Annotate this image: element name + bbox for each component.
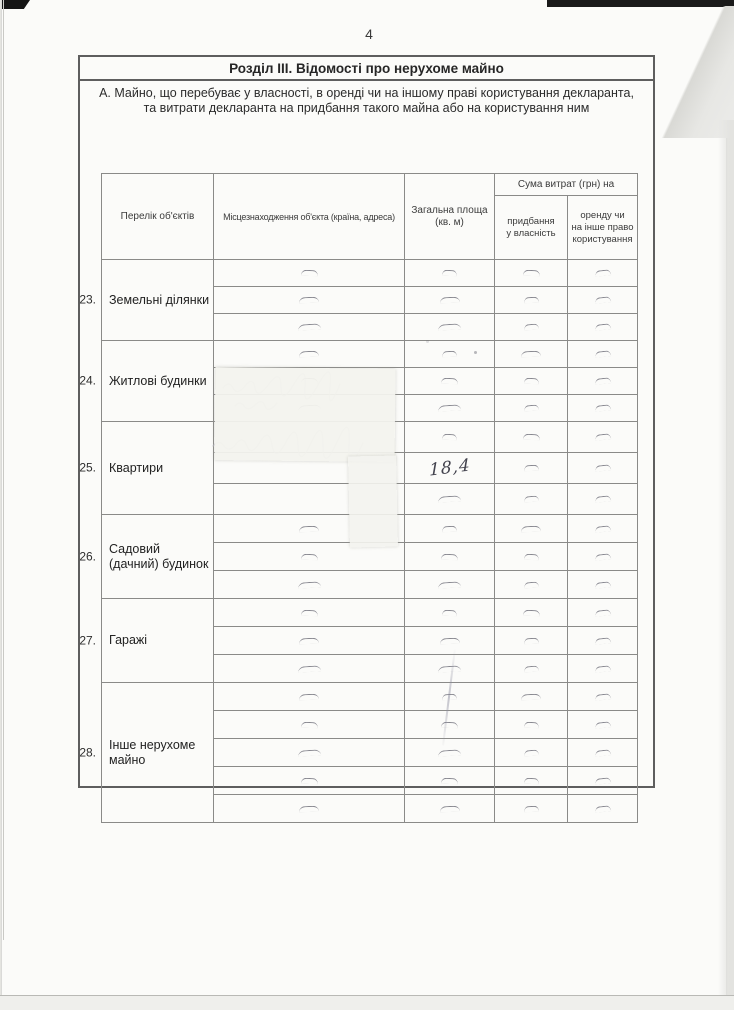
- handwritten-dash: [300, 777, 317, 784]
- category-label: Житлові будинки: [109, 373, 207, 388]
- entry-cell: [405, 571, 495, 599]
- entry-cell: [495, 767, 568, 795]
- entry-cell: [495, 571, 568, 599]
- entry-cell: [214, 314, 405, 341]
- handwritten-dash: [442, 525, 457, 532]
- entry-cell: [495, 368, 568, 395]
- entry-cell: [405, 260, 495, 287]
- entry-cell: [568, 453, 638, 484]
- handwritten-dash: [522, 609, 539, 616]
- handwritten-dash: [299, 525, 319, 532]
- handwritten-dash: [522, 270, 539, 277]
- handwritten-dash: [297, 323, 320, 331]
- handwritten-dash: [299, 297, 319, 304]
- entry-cell: [568, 287, 638, 314]
- row-number: 25.: [79, 460, 96, 475]
- handwritten-dash: [523, 495, 538, 502]
- entry-cell: [568, 599, 638, 627]
- handwritten-dash: [442, 609, 457, 616]
- scan-artifact-top-left: [2, 0, 30, 9]
- entry-cell: [568, 795, 638, 823]
- entry-cell: [568, 655, 638, 683]
- correction-tape: [215, 367, 396, 462]
- table-row: [102, 260, 638, 287]
- page-corner-fold: [654, 6, 734, 138]
- entry-cell: [214, 683, 405, 711]
- entry-cell: [214, 655, 405, 683]
- entry-cell: [495, 655, 568, 683]
- entry-cell: [495, 627, 568, 655]
- entry-cell: [214, 287, 405, 314]
- category-label: Садовий (дачний) будинок: [109, 541, 209, 571]
- entry-cell: [568, 543, 638, 571]
- entry-cell: [214, 571, 405, 599]
- entry-cell: [495, 287, 568, 314]
- scan-speck: [474, 351, 477, 354]
- row-number: 24.: [79, 373, 96, 388]
- handwritten-dash: [297, 749, 320, 757]
- handwritten-dash: [441, 378, 458, 385]
- entry-cell: [405, 627, 495, 655]
- correction-tape-strip: [348, 456, 398, 548]
- entry-cell: [568, 627, 638, 655]
- entry-cell: [568, 571, 638, 599]
- entry-cell: [568, 395, 638, 422]
- entry-cell: [495, 683, 568, 711]
- entry-cell: [214, 341, 405, 368]
- category-label-cell: [79, 422, 214, 515]
- row-number: 28.: [79, 745, 96, 759]
- entry-cell: [495, 543, 568, 571]
- entry-cell: [495, 711, 568, 739]
- entry-cell: [405, 739, 495, 767]
- subtitle-line-2: та витрати декларанта на придбання такого майна або на користування ним: [143, 101, 590, 115]
- handwritten-dash: [438, 323, 461, 331]
- handwritten-dash: [594, 665, 611, 673]
- row-number: 27.: [79, 633, 96, 647]
- handwritten-dash: [299, 693, 319, 700]
- entry-cell: [405, 341, 495, 368]
- handwritten-dash: [297, 665, 320, 673]
- handwritten-dash: [438, 404, 461, 412]
- category-label-cell: [79, 341, 214, 422]
- handwritten-dash: [523, 553, 538, 560]
- entry-cell: [568, 767, 638, 795]
- entry-cell: [568, 314, 638, 341]
- page-number: 4: [365, 26, 373, 42]
- handwritten-dash: [523, 777, 538, 784]
- entry-cell: [568, 341, 638, 368]
- entry-cell: [495, 341, 568, 368]
- handwritten-dash: [299, 805, 319, 812]
- table-row: [102, 341, 638, 368]
- entry-cell: [214, 260, 405, 287]
- entry-cell: [495, 422, 568, 453]
- entry-cell: [568, 368, 638, 395]
- header-expenses-group: Сума витрат (грн) на: [495, 174, 638, 196]
- handwritten-dash: [438, 665, 461, 673]
- category-label-cell: [79, 260, 214, 341]
- handwritten-dash: [439, 805, 459, 812]
- handwritten-dash: [594, 777, 611, 785]
- page-bottom-edge: [0, 995, 734, 1010]
- entry-cell: [405, 314, 495, 341]
- table-row: [102, 683, 638, 711]
- entry-cell: [405, 711, 495, 739]
- handwritten-dash: [523, 637, 538, 644]
- entry-cell: [405, 767, 495, 795]
- entry-cell: [405, 484, 495, 515]
- entry-cell: [405, 795, 495, 823]
- handwritten-dash: [523, 465, 538, 472]
- header-rent: оренду чи на інше право користування: [568, 196, 638, 260]
- category-label-cell: [79, 683, 214, 823]
- handwritten-dash: [523, 404, 538, 411]
- row-number: 23.: [79, 292, 96, 307]
- entry-cell: [568, 683, 638, 711]
- entry-cell: [568, 260, 638, 287]
- category-label: Інше нерухоме майно: [109, 737, 196, 767]
- handwritten-dash: [594, 377, 611, 385]
- entry-cell: [495, 599, 568, 627]
- entry-cell: [405, 543, 495, 571]
- entry-cell: [405, 287, 495, 314]
- header-location: Місцезнаходження об'єкта (країна, адреса): [214, 174, 405, 260]
- entry-cell: [495, 395, 568, 422]
- entry-cell: [495, 795, 568, 823]
- subtitle-line-1: А. Майно, що перебуває у власності, в оренді чи на іншому праві користування декларанта,: [99, 86, 634, 100]
- handwritten-dash: [594, 553, 611, 561]
- row-number: 26.: [79, 549, 96, 563]
- category-label: Гаражі: [109, 633, 148, 647]
- entry-cell: [405, 599, 495, 627]
- handwritten-dash: [438, 581, 461, 589]
- section-title: Розділ III. Відомості про нерухоме майно: [80, 57, 653, 81]
- handwritten-dash: [523, 665, 538, 672]
- page-right-edge-shadow: [718, 120, 734, 996]
- handwritten-dash: [521, 351, 541, 358]
- handwritten-dash: [594, 721, 611, 729]
- handwritten-dash: [594, 404, 611, 412]
- handwritten-dash: [521, 693, 541, 700]
- handwritten-dash: [594, 525, 611, 533]
- handwritten-dash: [594, 637, 611, 645]
- handwritten-dash: [299, 351, 319, 358]
- handwritten-dash: [438, 495, 461, 503]
- handwritten-dash: [594, 693, 611, 701]
- entry-cell: [568, 739, 638, 767]
- entry-cell: [495, 260, 568, 287]
- handwritten-dash: [438, 749, 461, 757]
- handwritten-dash: [594, 323, 611, 331]
- handwritten-dash: [521, 525, 541, 532]
- handwritten-dash: [441, 553, 458, 560]
- scan-speck: [426, 340, 429, 343]
- handwritten-dash: [442, 270, 457, 277]
- entry-cell: [214, 627, 405, 655]
- entry-cell: [568, 515, 638, 543]
- entry-cell: [214, 739, 405, 767]
- entry-cell: [495, 453, 568, 484]
- entry-cell: [495, 484, 568, 515]
- handwritten-dash: [442, 434, 457, 441]
- entry-cell: [495, 515, 568, 543]
- handwritten-dash: [523, 805, 538, 812]
- header-purchase: придбання у власність: [495, 196, 568, 260]
- handwritten-dash: [594, 269, 611, 277]
- handwritten-dash: [594, 609, 611, 617]
- entry-cell: [405, 515, 495, 543]
- entry-cell: [495, 314, 568, 341]
- handwritten-dash: [594, 581, 611, 589]
- handwritten-dash: [594, 350, 611, 358]
- entry-cell: [568, 484, 638, 515]
- entry-cell: [214, 711, 405, 739]
- paper-page: [2, 0, 726, 996]
- handwritten-dash: [439, 297, 459, 304]
- handwritten-dash: [523, 378, 538, 385]
- table-row: [102, 599, 638, 627]
- handwritten-dash: [594, 464, 611, 472]
- handwritten-dash: [299, 637, 319, 644]
- entry-cell: [495, 739, 568, 767]
- category-label-cell: [79, 515, 214, 599]
- entry-cell: [214, 599, 405, 627]
- entry-cell: [568, 422, 638, 453]
- handwritten-dash: [300, 721, 317, 728]
- handwritten-dash: [523, 749, 538, 756]
- handwritten-value: 18,4: [428, 455, 471, 481]
- handwritten-dash: [594, 495, 611, 503]
- header-objects: Перелік об'єктів: [102, 174, 214, 260]
- entry-cell: [214, 795, 405, 823]
- handwritten-dash: [594, 433, 611, 441]
- handwritten-dash: [297, 581, 320, 589]
- handwritten-dash: [594, 296, 611, 304]
- handwritten-dash: [441, 777, 458, 784]
- handwritten-dash: [300, 270, 317, 277]
- handwritten-dash: [594, 805, 611, 813]
- handwritten-dash: [439, 637, 459, 644]
- entry-cell: [568, 711, 638, 739]
- category-label-cell: [79, 599, 214, 683]
- entry-cell: [214, 767, 405, 795]
- handwritten-dash: [523, 721, 538, 728]
- section-subtitle: [80, 81, 653, 116]
- handwritten-dash: [442, 351, 457, 358]
- handwritten-dash: [522, 434, 539, 441]
- handwritten-dash: [523, 581, 538, 588]
- handwritten-dash: [523, 323, 538, 330]
- header-area: Загальна площа (кв. м): [405, 174, 495, 260]
- category-label: Земельні ділянки: [109, 292, 210, 307]
- handwritten-dash: [594, 749, 611, 757]
- handwritten-dash: [300, 553, 317, 560]
- page-left-edge-line: [3, 0, 4, 940]
- category-label: Квартири: [109, 460, 164, 475]
- handwritten-dash: [300, 609, 317, 616]
- handwritten-dash: [523, 297, 538, 304]
